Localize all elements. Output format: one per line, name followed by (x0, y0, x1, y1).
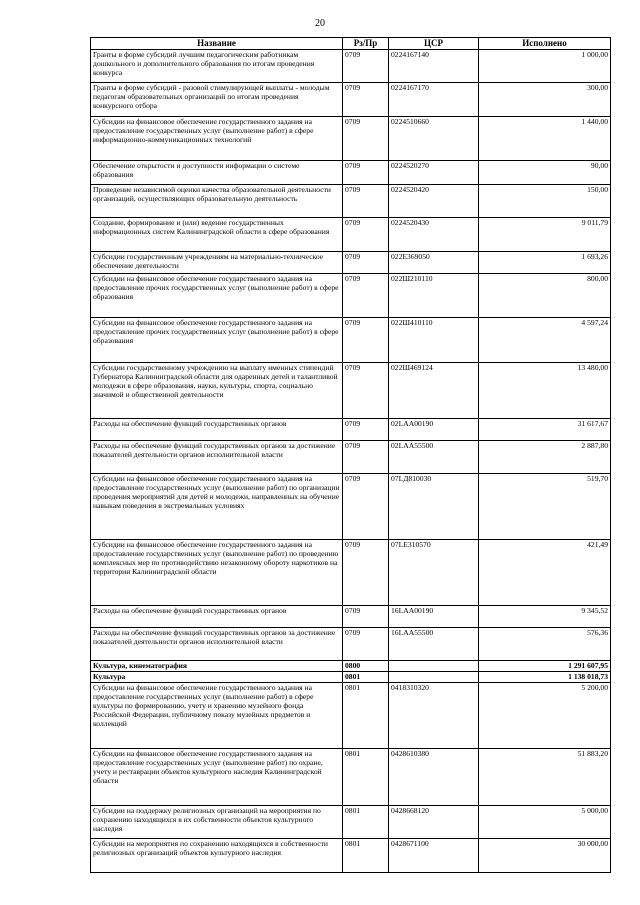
table-row (91, 606, 611, 628)
table-row (91, 749, 611, 806)
cell-csr: 0224167170 (389, 83, 479, 117)
table-row (91, 672, 611, 683)
cell-rzpr: 0709 (343, 419, 389, 441)
table-row (91, 185, 611, 218)
cell-executed: 13 480,00 (479, 363, 611, 419)
cell-rzpr: 0709 (343, 117, 389, 161)
cell-executed: 1 291 607,95 (479, 661, 611, 672)
cell-name: Создание, формирование и (или) ведение государственных информационных систем Калининградской области в сфере образования (91, 218, 343, 252)
cell-rzpr: 0801 (343, 806, 389, 839)
cell-csr: 022E369050 (389, 252, 479, 274)
cell-csr: 022Ш210110 (389, 274, 479, 318)
cell-name: Гранты в форме субсидий лучшим педагогическим работникам дошкольного и дополнительного образования по итогам проведения конкурса (91, 50, 343, 83)
cell-rzpr: 0709 (343, 628, 389, 661)
table-row (91, 683, 611, 749)
table-row (91, 540, 611, 606)
cell-executed: 51 883,20 (479, 749, 611, 806)
cell-name: Расходы на обеспечение функций государственных органов за достижение показателей деятельности органов исполнительной власти (91, 441, 343, 474)
table-body (91, 50, 611, 873)
cell-rzpr: 0801 (343, 839, 389, 873)
table-row (91, 806, 611, 839)
cell-rzpr: 0709 (343, 474, 389, 540)
cell-csr (389, 672, 479, 683)
cell-name: Гранты в форме субсидий - разовой стимулирующей выплаты - молодым педагогам образовательных организаций по итогам проведения конкурсного отбора (91, 83, 343, 117)
cell-csr: 07LД810030 (389, 474, 479, 540)
cell-rzpr: 0800 (343, 661, 389, 672)
cell-executed: 300,00 (479, 83, 611, 117)
cell-executed: 421,49 (479, 540, 611, 606)
table-row (91, 50, 611, 83)
table-row (91, 83, 611, 117)
cell-executed: 9 345,52 (479, 606, 611, 628)
cell-executed: 800,00 (479, 274, 611, 318)
cell-executed: 5 000,00 (479, 806, 611, 839)
cell-csr: 16LAA55500 (389, 628, 479, 661)
page-number: 20 (315, 18, 325, 29)
table-row (91, 441, 611, 474)
budget-table (90, 37, 611, 873)
table-row (91, 839, 611, 873)
cell-name: Культура (91, 672, 343, 683)
cell-csr: 022Ш469124 (389, 363, 479, 419)
table-header-row (91, 38, 611, 50)
cell-name: Расходы на обеспечение функций государственных органов за достижение показателей деятельности органов исполнительной власти (91, 628, 343, 661)
cell-csr: 02LAA55500 (389, 441, 479, 474)
cell-csr: 0428610380 (389, 749, 479, 806)
cell-csr: 07LE310570 (389, 540, 479, 606)
cell-csr: 0428671100 (389, 839, 479, 873)
cell-name: Субсидии на мероприятия по сохранению находящихся в собственности религиозных организаций объектов культурного наследия (91, 839, 343, 873)
cell-executed: 31 617,67 (479, 419, 611, 441)
cell-executed: 1 440,00 (479, 117, 611, 161)
cell-rzpr: 0709 (343, 161, 389, 185)
cell-name: Расходы на обеспечение функций государственных органов (91, 419, 343, 441)
cell-name: Обеспечение открытости и доступности информации о системе образования (91, 161, 343, 185)
table-row (91, 661, 611, 672)
cell-csr: 02LAA00190 (389, 419, 479, 441)
cell-executed: 9 011,79 (479, 218, 611, 252)
cell-rzpr: 0709 (343, 441, 389, 474)
header-csr: ЦСР (389, 38, 479, 50)
cell-csr (389, 661, 479, 672)
cell-csr: 0224520270 (389, 161, 479, 185)
header-rzpr: Рз/Пр (343, 38, 389, 50)
cell-csr: 0224510660 (389, 117, 479, 161)
table-row (91, 161, 611, 185)
cell-executed: 1 000,00 (479, 50, 611, 83)
cell-name: Проведение независимой оценки качества образовательной деятельности организаций, осуществляющих образовательную деятельность (91, 185, 343, 218)
header-name: Название (91, 38, 343, 50)
cell-executed: 30 000,00 (479, 839, 611, 873)
cell-executed: 4 597,24 (479, 318, 611, 363)
cell-executed: 90,00 (479, 161, 611, 185)
cell-rzpr: 0801 (343, 672, 389, 683)
table-row (91, 318, 611, 363)
cell-rzpr: 0709 (343, 50, 389, 83)
table-row (91, 363, 611, 419)
cell-rzpr: 0709 (343, 540, 389, 606)
cell-rzpr: 0709 (343, 252, 389, 274)
cell-csr: 16LAA00190 (389, 606, 479, 628)
table-row (91, 274, 611, 318)
cell-csr: 0224520430 (389, 218, 479, 252)
table-row (91, 628, 611, 661)
cell-name: Субсидии на финансовое обеспечение государственного задания на предоставление прочих государственных услуг (выполнение работ) в сфере образования (91, 274, 343, 318)
cell-csr: 0418310320 (389, 683, 479, 749)
cell-name: Субсидии на финансовое обеспечение государственного задания на предоставление государственных услуг (выполнение работ) по организации проведения мероприятий для детей и молодежи, направленных на обучение навыкам поведения в экстремальных условиях (91, 474, 343, 540)
cell-rzpr: 0709 (343, 83, 389, 117)
cell-name: Субсидии на финансовое обеспечение государственного задания на предоставление государственных услуг (выполнение работ) по охране, учету и реставрации объектов культурного наследия Калининградской области (91, 749, 343, 806)
cell-rzpr: 0801 (343, 683, 389, 749)
table-row (91, 419, 611, 441)
cell-executed: 5 200,00 (479, 683, 611, 749)
cell-name: Субсидии на финансовое обеспечение государственного задания на предоставление прочих государственных услуг (выполнение работ) в сфере образования (91, 318, 343, 363)
cell-name: Субсидии государственному учреждению на выплату именных стипендий Губернатора Калининградской области для одаренных детей и талантливой молодежи в сфере образования, науки, культуры, спорта, социально значимой и общественной деятельности (91, 363, 343, 419)
cell-name: Субсидии государственным учреждениям на материально-техническое обеспечение деятельности (91, 252, 343, 274)
cell-executed: 519,70 (479, 474, 611, 540)
cell-rzpr: 0709 (343, 606, 389, 628)
cell-csr: 0224520420 (389, 185, 479, 218)
cell-name: Субсидии на финансовое обеспечение государственного задания на предоставление государственных услуг (выполнение работ) в сфере информационно-коммуникационных технологий (91, 117, 343, 161)
cell-executed: 150,00 (479, 185, 611, 218)
table-row (91, 117, 611, 161)
cell-rzpr: 0709 (343, 318, 389, 363)
cell-name: Культура, кинематография (91, 661, 343, 672)
table-row (91, 252, 611, 274)
cell-name: Субсидии на поддержку религиозных организаций на мероприятия по сохранению находящихся в их собственности объектов культурного наследия (91, 806, 343, 839)
cell-csr: 0224167140 (389, 50, 479, 83)
cell-csr: 022Ш410110 (389, 318, 479, 363)
header-executed: Исполнено (479, 38, 611, 50)
cell-executed: 2 887,80 (479, 441, 611, 474)
cell-rzpr: 0709 (343, 274, 389, 318)
cell-rzpr: 0801 (343, 749, 389, 806)
cell-executed: 576,36 (479, 628, 611, 661)
cell-name: Расходы на обеспечение функций государственных органов (91, 606, 343, 628)
table-row (91, 218, 611, 252)
cell-rzpr: 0709 (343, 185, 389, 218)
cell-executed: 1 693,26 (479, 252, 611, 274)
cell-rzpr: 0709 (343, 218, 389, 252)
table-row (91, 474, 611, 540)
cell-executed: 1 138 018,73 (479, 672, 611, 683)
cell-name: Субсидии на финансовое обеспечение государственного задания на предоставление государственных услуг (выполнение работ) по проведению комплексных мер по противодействию незаконному обороту наркотиков на территории Калининградской области (91, 540, 343, 606)
cell-csr: 0428668120 (389, 806, 479, 839)
cell-name: Субсидии на финансовое обеспечение государственного задания на предоставление государственных услуг (выполнение работ) в сфере культуры по формированию, учету и хранению музейного фонда Российской Федерации, публичному показу музейных предметов и коллекций (91, 683, 343, 749)
cell-rzpr: 0709 (343, 363, 389, 419)
